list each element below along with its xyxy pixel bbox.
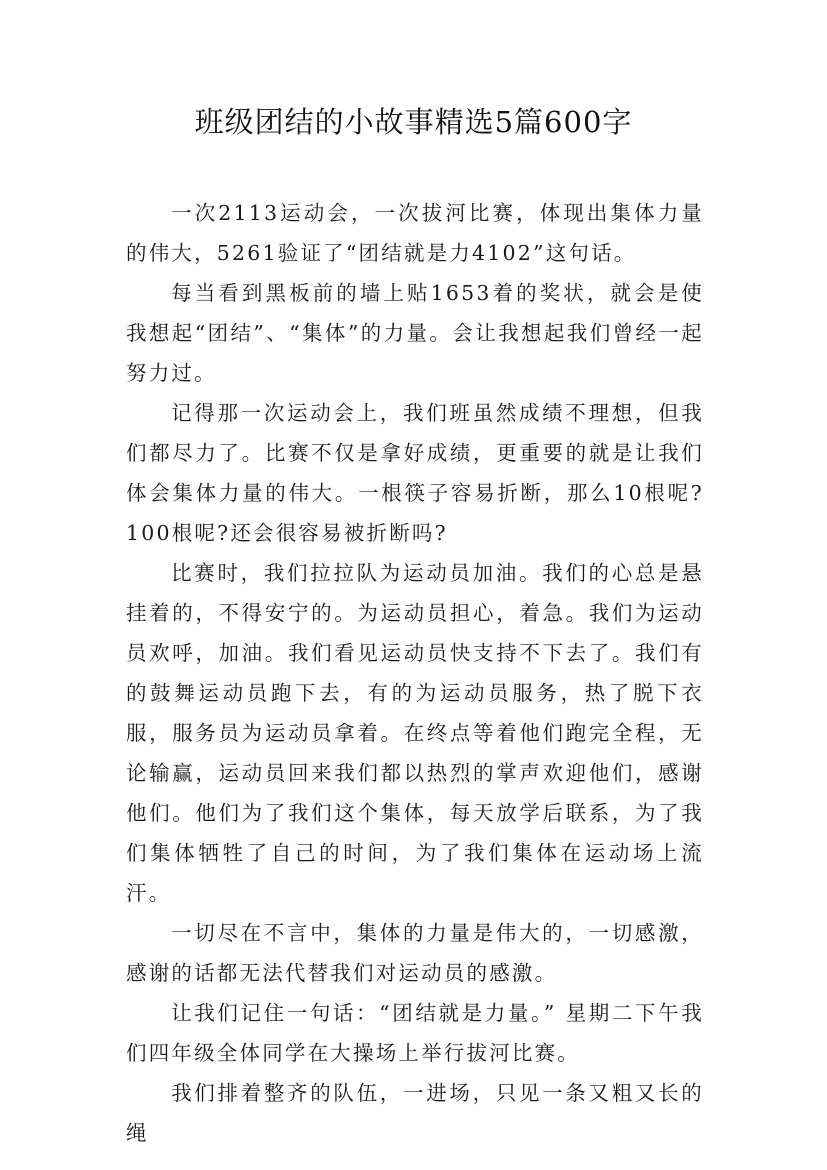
document-body [126, 193, 704, 1153]
document-title: 班级团结的小故事精选5篇600字 [194, 105, 633, 139]
paragraph: 让我们记住一句话：“团结就是力量。” 星期二下午我们四年级全体同学在大操场上举行拔河比赛。 [126, 1001, 704, 1065]
paragraph: 记得那一次运动会上，我们班虽然成绩不理想，但我们都尽力了。比赛不仅是拿好成绩，更重要的就是让我们体会集体力量的伟大。一根筷子容易折断，那么10根呢?100根呢?还会很容易被折断吗? [126, 401, 704, 545]
paragraph: 每当看到黑板前的墙上贴1653着的奖状，就会是使我想起“团结”、“集体”的力量。会让我想起我们曾经一起努力过。 [126, 281, 704, 385]
paragraph: 一切尽在不言中，集体的力量是伟大的，一切感激，感谢的话都无法代替我们对运动员的感激。 [126, 921, 704, 985]
paragraph: 我们排着整齐的队伍，一进场，只见一条又粗又长的绳 [126, 1081, 704, 1145]
paragraph: 一次2113运动会，一次拔河比赛，体现出集体力量的伟大，5261验证了“团结就是力4102”这句话。 [126, 201, 704, 265]
paragraph: 比赛时，我们拉拉队为运动员加油。我们的心总是悬挂着的，不得安宁的。为运动员担心，着急。我们为运动员欢呼，加油。我们看见运动员快支持不下去了。我们有的鼓舞运动员跑下去，有的为运动员服务，热了脱下衣服，服务员为运动员拿着。在终点等着他们跑完全程，无论输赢，运动员回来我们都以热烈的掌声欢迎他们，感谢他们。他们为了我们这个集体，每天放学后联系，为了我们集体牺牲了自己的时间，为了我们集体在运动场上流汗。 [126, 561, 704, 905]
